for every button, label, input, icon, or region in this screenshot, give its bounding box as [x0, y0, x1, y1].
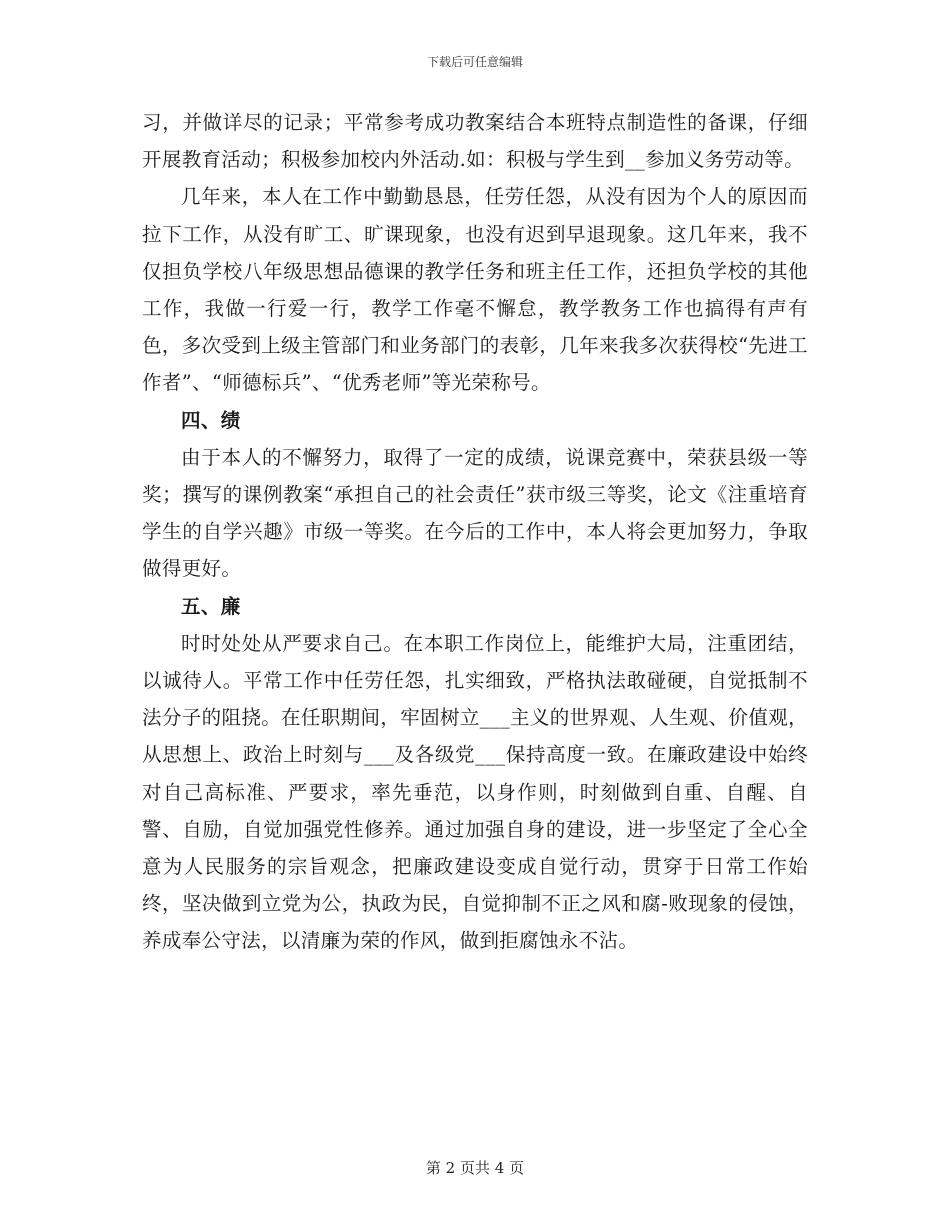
document-body	[142, 104, 808, 960]
paragraph-attendance: 几年来，本人在工作中勤勤恳恳，任劳任怨，从没有因为个人的原因而拉下工作，从没有旷工、旷课现象，也没有迟到早退现象。这几年来，我不仅担负学校八年级思想品德课的教学任务和班主任工作，还担负学校的其他工作，我做一行爱一行，教学工作毫不懈怠，教学教务工作也搞得有声有色，多次受到上级主管部门和业务部门的表彰，几年来我多次获得校“先进工作者”、“师德标兵”、“优秀老师”等光荣称号。	[142, 185, 808, 395]
paragraph-achievements: 由于本人的不懈努力，取得了一定的成绩，说课竞赛中，荣获县级一等奖；撰写的课例教案“承担自己的社会责任”获市级三等奖，论文《注重培育学生的自学兴趣》市级一等奖。在今后的工作中，本人将会更加努力，争取做得更好。	[142, 445, 808, 581]
paragraph-continued: 习，并做详尽的记录；平常参考成功教案结合本班特点制造性的备课，仔细开展教育活动；积极参加校内外活动.如：积极与学生到__参加义务劳动等。	[142, 111, 808, 172]
section-heading-integrity: 五、廉	[181, 594, 241, 618]
section-heading-achievements: 四、绩	[181, 408, 241, 432]
paragraph-integrity: 时时处处从严要求自己。在本职工作岗位上，能维护大局，注重团结，以诚待人。平常工作中任劳任怨，扎实细致，严格执法敢碰硬，自觉抵制不法分子的阻挠。在任职期间，牢固树立___主义的世界观、人生观、价值观，从思想上、政治上时刻与___及各级党___保持高度一致。在廉政建设中始终对自己高标准、严要求，率先垂范，以身作则，时刻做到自重、自醒、自警、自励，自觉加强党性修养。通过加强自身的建设，进一步坚定了全心全意为人民服务的宗旨观念，把廉政建设变成自觉行动，贯穿于日常工作始终，坚决做到立党为公，执政为民，自觉抑制不正之风和腐-败现象的侵蚀，养成奉公守法，以清廉为荣的作风，做到拒腐蚀永不沾。	[142, 631, 808, 953]
page-number-footer: 第 2 页共 4 页	[425, 1159, 525, 1177]
page-header: 下载后可任意编辑	[426, 55, 523, 69]
